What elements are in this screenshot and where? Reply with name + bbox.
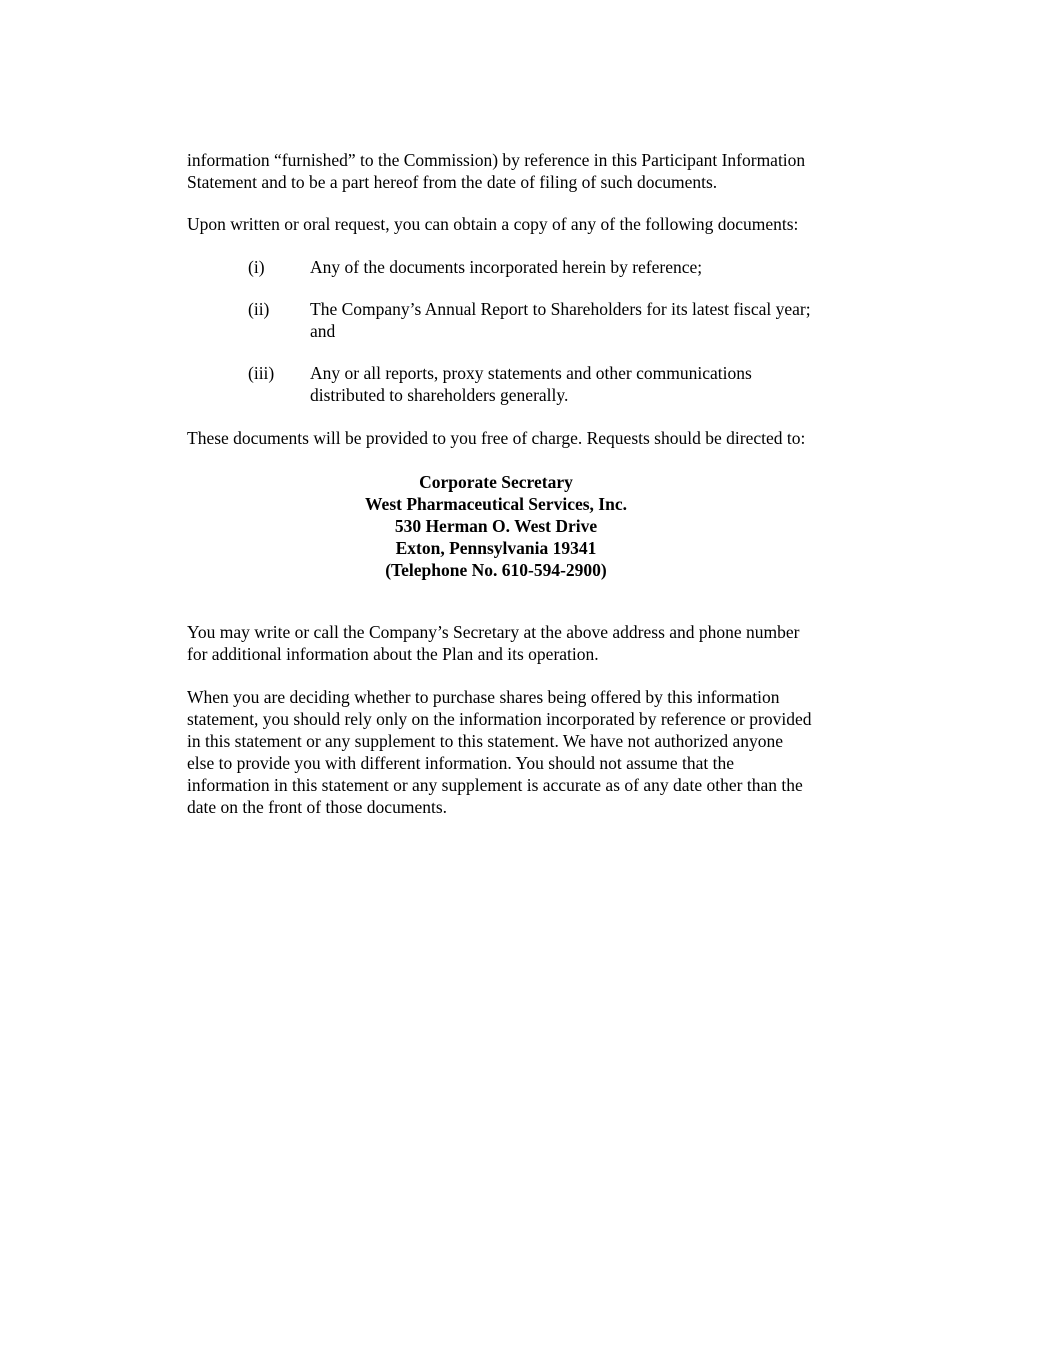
paragraph-line: You may write or call the Company’s Secretary at the above address and phone number: [187, 622, 800, 642]
address-line: 530 Herman O. West Drive: [394, 516, 598, 536]
list-item-line: Any or all reports, proxy statements and other communications: [310, 363, 752, 383]
list-item-text: [310, 362, 752, 406]
paragraph-line: These documents will be provided to you free of charge. Requests should be directed to:: [187, 428, 806, 448]
list-item-label: (iii): [248, 363, 275, 383]
list-item-line: Any of the documents incorporated herein by reference;: [310, 257, 703, 277]
address-line: (Telephone No. 610-594-2900): [385, 560, 607, 580]
paragraph-incorporation: [187, 149, 877, 193]
paragraph-line: When you are deciding whether to purchase shares being offered by this information: [187, 687, 780, 707]
list-item-line: and: [310, 321, 336, 341]
paragraph-free-of-charge: [187, 427, 877, 449]
list-item-line: distributed to shareholders generally.: [310, 385, 569, 405]
list-item-label: (ii): [248, 299, 270, 319]
paragraph-request: [187, 213, 877, 235]
address-line: Corporate Secretary: [419, 472, 573, 492]
paragraph-contact-secretary: [187, 621, 877, 665]
list-item-label: (i): [248, 257, 265, 277]
paragraph-reliance: [187, 686, 877, 818]
paragraph-line: statement, you should rely only on the information incorporated by reference or provided: [187, 709, 812, 729]
list-item-text: [310, 256, 702, 278]
contact-address-block: [187, 471, 805, 581]
paragraph-line: in this statement or any supplement to this statement. We have not authorized anyone: [187, 731, 784, 751]
paragraph-line: date on the front of those documents.: [187, 797, 448, 817]
address-line: Exton, Pennsylvania 19341: [395, 538, 597, 558]
paragraph-line: Upon written or oral request, you can obtain a copy of any of the following documents:: [187, 214, 799, 234]
list-item-text: [310, 298, 811, 342]
paragraph-line: Statement and to be a part hereof from the date of filing of such documents.: [187, 172, 718, 192]
paragraph-line: for additional information about the Plan and its operation.: [187, 644, 599, 664]
paragraph-line: information “furnished” to the Commission) by reference in this Participant Information: [187, 150, 806, 170]
paragraph-line: information in this statement or any supplement is accurate as of any date other than the: [187, 775, 803, 795]
paragraph-line: else to provide you with different information. You should not assume that the: [187, 753, 734, 773]
list-item-line: The Company’s Annual Report to Shareholders for its latest fiscal year;: [310, 299, 811, 319]
address-line: West Pharmaceutical Services, Inc.: [365, 494, 627, 514]
